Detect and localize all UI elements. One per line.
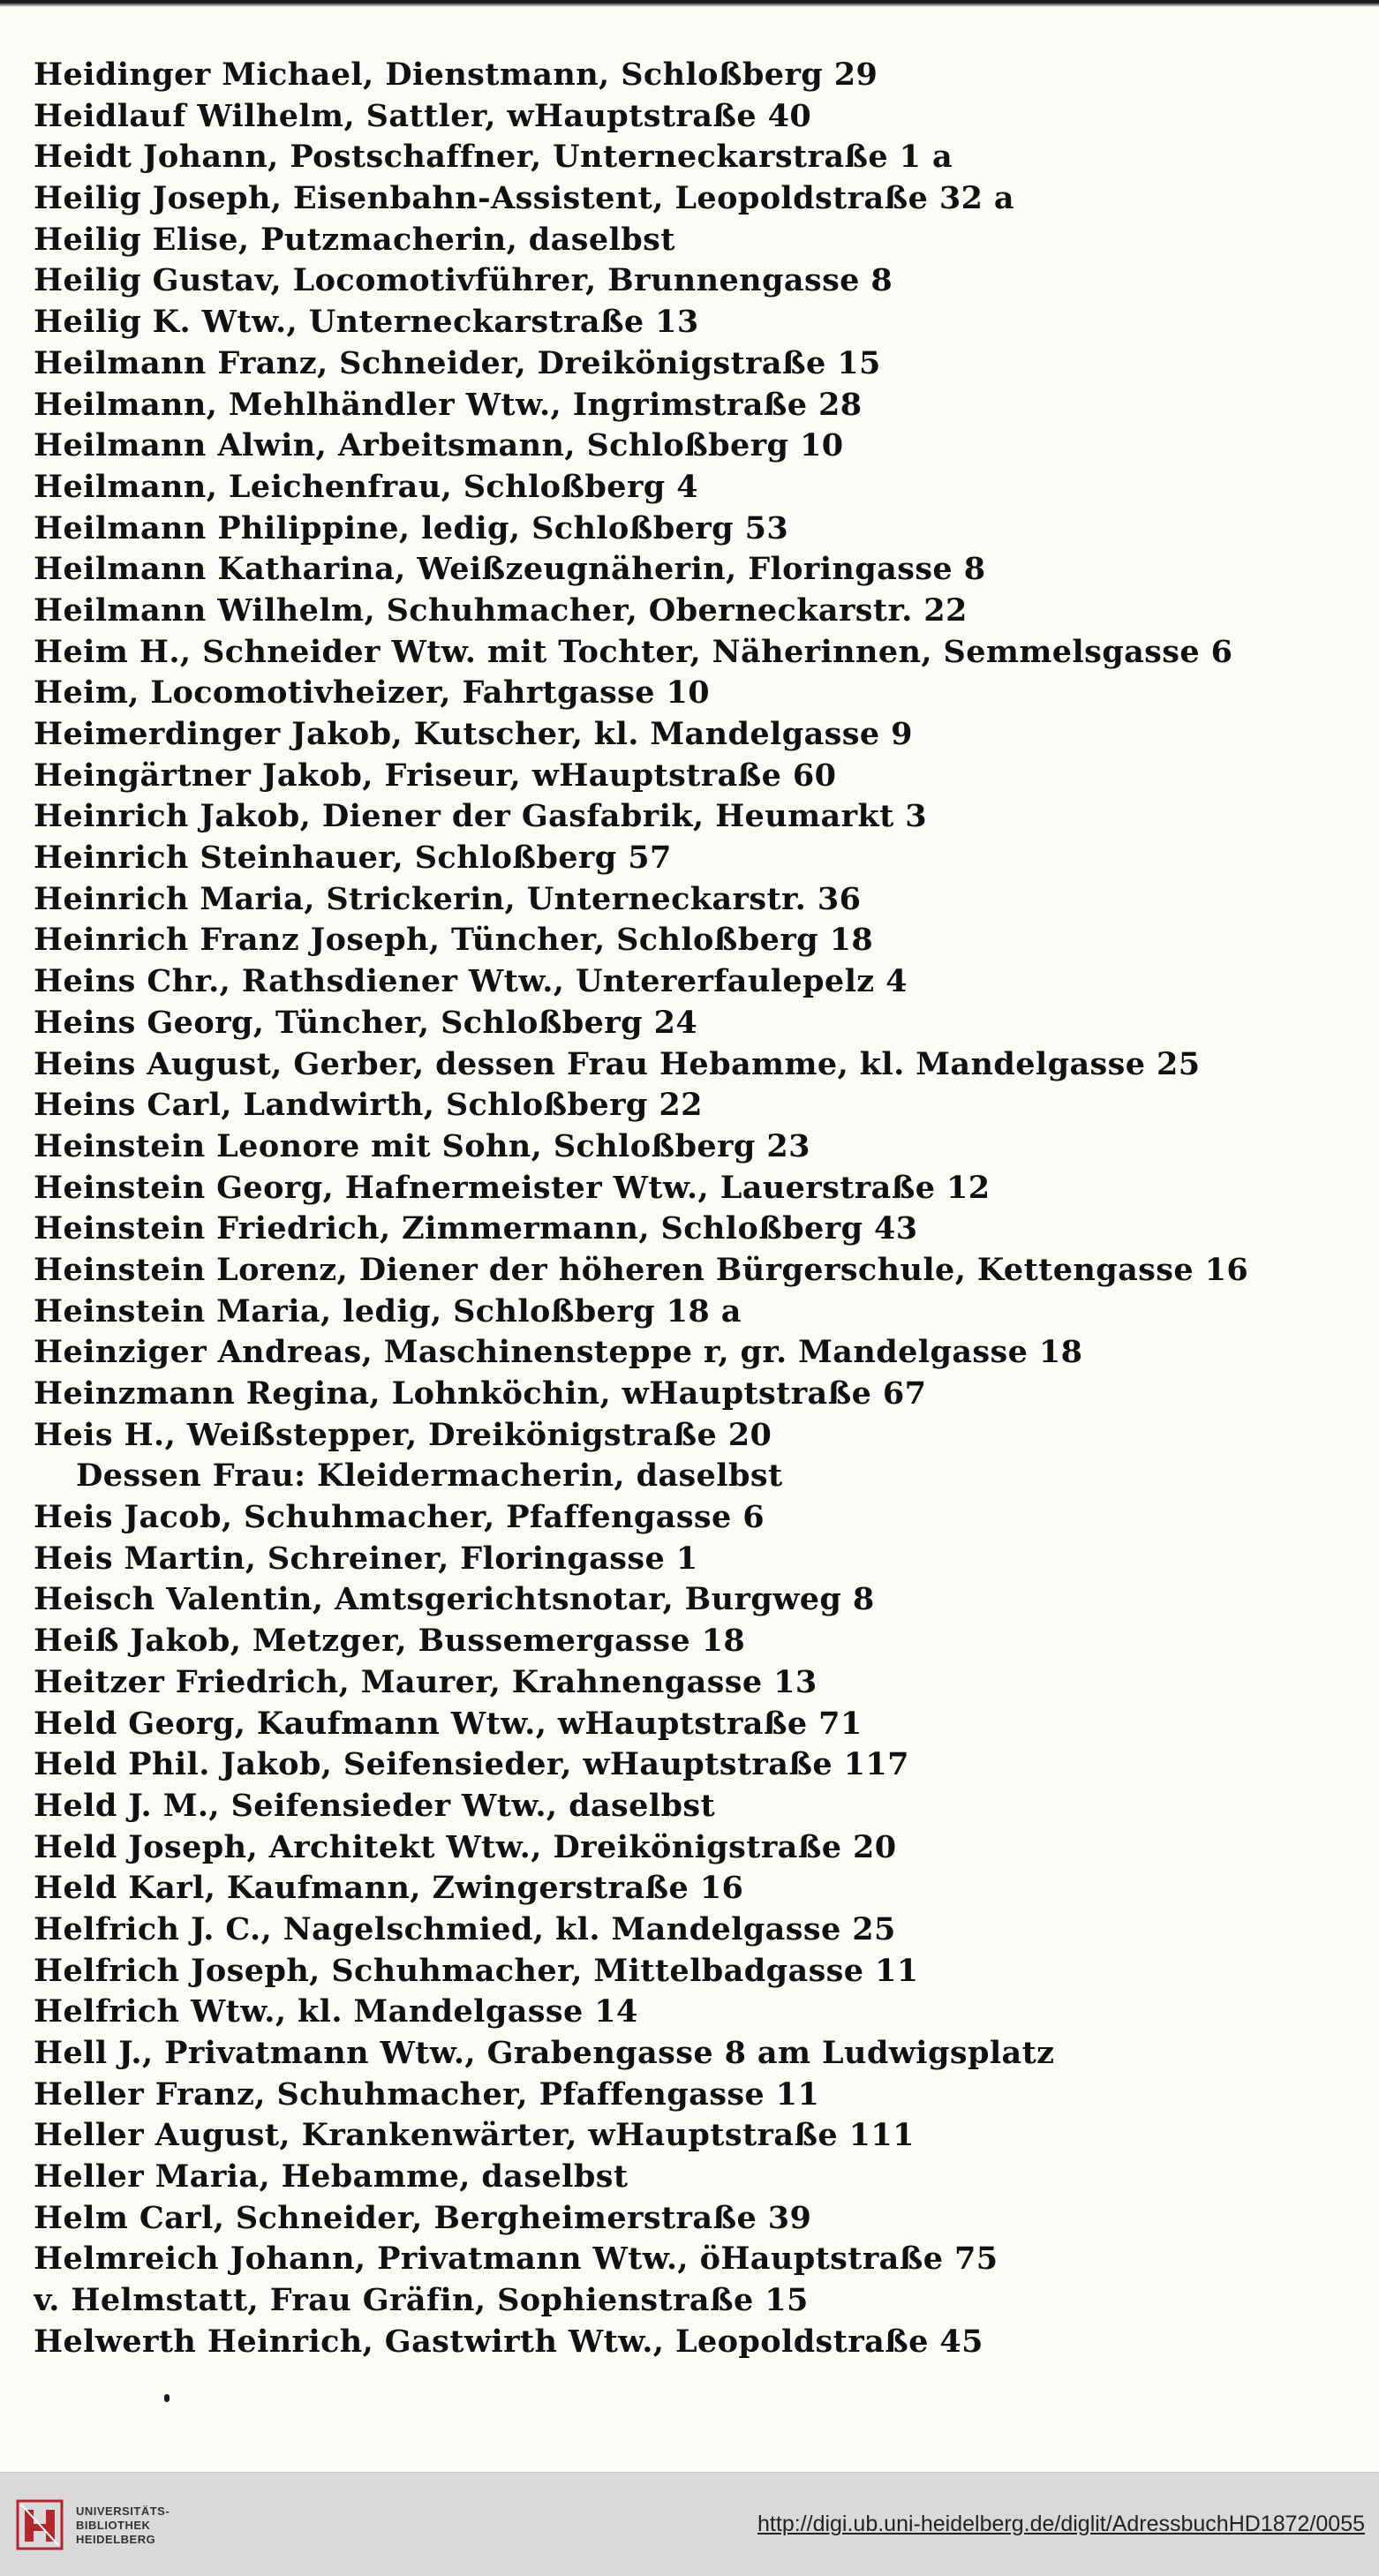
directory-entry: v. Helmstatt, Frau Gräfin, Sophienstraße 15 xyxy=(34,2282,809,2319)
directory-entry: Helfrich J. C., Nagelschmied, kl. Mandelgasse 25 xyxy=(34,1910,896,1947)
library-footer-bar xyxy=(0,2472,1379,2576)
library-name-line-1: UNIVERSITÄTS- xyxy=(76,2504,170,2518)
top-edge-rule xyxy=(0,0,1379,7)
directory-entry: Held J. M., Seifensieder Wtw., daselbst xyxy=(34,1787,716,1824)
directory-entry: Held Phil. Jakob, Seifensieder, wHauptstraße 117 xyxy=(34,1746,909,1783)
directory-entry: Heilmann Katharina, Weißzeugnäherin, Floringasse 8 xyxy=(34,551,986,588)
ink-speck xyxy=(164,2394,170,2402)
library-name xyxy=(76,2504,170,2547)
directory-entry: Heis H., Weißstepper, Dreikönigstraße 20 xyxy=(34,1416,772,1453)
directory-entry: Heilmann Franz, Schneider, Dreikönigstraße 15 xyxy=(34,344,881,381)
directory-entry: Heinrich Steinhauer, Schloßberg 57 xyxy=(34,840,672,877)
directory-entry: Heller August, Krankenwärter, wHauptstraße 111 xyxy=(34,2117,915,2154)
directory-entry: Heinstein Friedrich, Zimmermann, Schloßberg 43 xyxy=(34,1210,918,1247)
directory-entry: Heinrich Jakob, Diener der Gasfabrik, Heumarkt 3 xyxy=(34,798,927,835)
directory-entry: Held Joseph, Architekt Wtw., Dreikönigstraße 20 xyxy=(34,1828,897,1865)
directory-entry: Heilig Joseph, Eisenbahn-Assistent, Leopoldstraße 32 a xyxy=(34,180,1015,217)
directory-entry: Held Georg, Kaufmann Wtw., wHauptstraße 71 xyxy=(34,1705,863,1742)
directory-entry: Heinstein Lorenz, Diener der höheren Bürgerschule, Kettengasse 16 xyxy=(34,1251,1249,1288)
directory-entry: Helfrich Joseph, Schuhmacher, Mittelbadgasse 11 xyxy=(34,1952,919,1989)
heidelberg-university-library-logo-icon[interactable] xyxy=(14,2497,65,2552)
directory-entry: Helm Carl, Schneider, Bergheimerstraße 39 xyxy=(34,2199,812,2236)
directory-entry: Held Karl, Kaufmann, Zwingerstraße 16 xyxy=(34,1870,744,1907)
directory-entry: Heis Martin, Schreiner, Floringasse 1 xyxy=(34,1540,698,1577)
directory-entry: Heinrich Maria, Strickerin, Unterneckarstr. 36 xyxy=(34,880,862,917)
directory-entry: Heingärtner Jakob, Friseur, wHauptstraße 60 xyxy=(34,757,837,794)
directory-entry: Hell J., Privatmann Wtw., Grabengasse 8 am Ludwigsplatz xyxy=(34,2035,1055,2071)
directory-entry: Heim H., Schneider Wtw. mit Tochter, Näherinnen, Semmelsgasse 6 xyxy=(34,633,1233,670)
directory-entry: Heinzmann Regina, Lohnköchin, wHauptstraße 67 xyxy=(34,1375,927,1412)
directory-entry: Heilmann, Mehlhändler Wtw., Ingrimstraße 28 xyxy=(34,386,863,423)
directory-entry: Heller Franz, Schuhmacher, Pfaffengasse 11 xyxy=(34,2075,820,2113)
directory-entry: Heins Georg, Tüncher, Schloßberg 24 xyxy=(34,1004,698,1041)
directory-entry: Heimerdinger Jakob, Kutscher, kl. Mandelgasse 9 xyxy=(34,716,913,752)
directory-entry: Heidt Johann, Postschaffner, Unterneckarstraße 1 a xyxy=(34,139,953,176)
directory-entry: Heilmann, Leichenfrau, Schloßberg 4 xyxy=(34,468,698,505)
directory-entry: Heinstein Georg, Hafnermeister Wtw., Lauerstraße 12 xyxy=(34,1169,991,1206)
directory-entry: Heidinger Michael, Dienstmann, Schloßberg 29 xyxy=(34,56,878,93)
directory-entry: Heins Carl, Landwirth, Schloßberg 22 xyxy=(34,1087,703,1124)
directory-entry-list xyxy=(34,55,1358,2363)
directory-entry: Helmreich Johann, Privatmann Wtw., öHauptstraße 75 xyxy=(34,2241,998,2278)
directory-entry: Heiß Jakob, Metzger, Bussemergasse 18 xyxy=(34,1623,746,1660)
directory-entry: Heilig K. Wtw., Unterneckarstraße 13 xyxy=(34,304,699,341)
directory-entry: Heinstein Leonore mit Sohn, Schloßberg 23 xyxy=(34,1127,810,1164)
directory-entry: Heins Chr., Rathsdiener Wtw., Untererfaulepelz 4 xyxy=(34,963,908,1000)
directory-entry: Heilmann Wilhelm, Schuhmacher, Oberneckarstr. 22 xyxy=(34,591,968,629)
directory-entry: Heinziger Andreas, Maschinensteppe r, gr. Mandelgasse 18 xyxy=(34,1334,1083,1371)
directory-entry: Heinrich Franz Joseph, Tüncher, Schloßberg 18 xyxy=(34,922,874,959)
library-name-line-2: BIBLIOTHEK xyxy=(76,2519,151,2532)
directory-entry: Helfrich Wtw., kl. Mandelgasse 14 xyxy=(34,1993,638,2030)
directory-entry: Heinstein Maria, ledig, Schloßberg 18 a xyxy=(34,1292,742,1329)
directory-entry: Heller Maria, Hebamme, daselbst xyxy=(34,2158,629,2196)
directory-entry: Heitzer Friedrich, Maurer, Krahnengasse 13 xyxy=(34,1663,818,1700)
directory-entry: Heilmann Alwin, Arbeitsmann, Schloßberg 10 xyxy=(34,427,844,464)
directory-entry: Heins August, Gerber, dessen Frau Hebamme, kl. Mandelgasse 25 xyxy=(34,1045,1201,1082)
source-url-link[interactable]: http://digi.ub.uni-heidelberg.de/diglit/AdressbuchHD1872/0055 xyxy=(757,2512,1365,2536)
library-name-line-3: HEIDELBERG xyxy=(76,2533,156,2546)
directory-entry: Heim, Locomotivheizer, Fahrtgasse 10 xyxy=(34,674,711,712)
directory-entry: Heilig Elise, Putzmacherin, daselbst xyxy=(34,221,675,258)
directory-entry: Heis Jacob, Schuhmacher, Pfaffengasse 6 xyxy=(34,1499,765,1536)
directory-entry: Dessen Frau: Kleidermacherin, daselbst xyxy=(76,1457,783,1495)
directory-entry: Heilig Gustav, Locomotivführer, Brunnengasse 8 xyxy=(34,262,893,299)
directory-entry: Heilmann Philippine, ledig, Schloßberg 53 xyxy=(34,509,789,546)
directory-entry: Heidlauf Wilhelm, Sattler, wHauptstraße 40 xyxy=(34,97,812,134)
directory-entry: Helwerth Heinrich, Gastwirth Wtw., Leopoldstraße 45 xyxy=(34,2323,983,2360)
directory-entry: Heisch Valentin, Amtsgerichtsnotar, Burgweg 8 xyxy=(34,1581,875,1618)
